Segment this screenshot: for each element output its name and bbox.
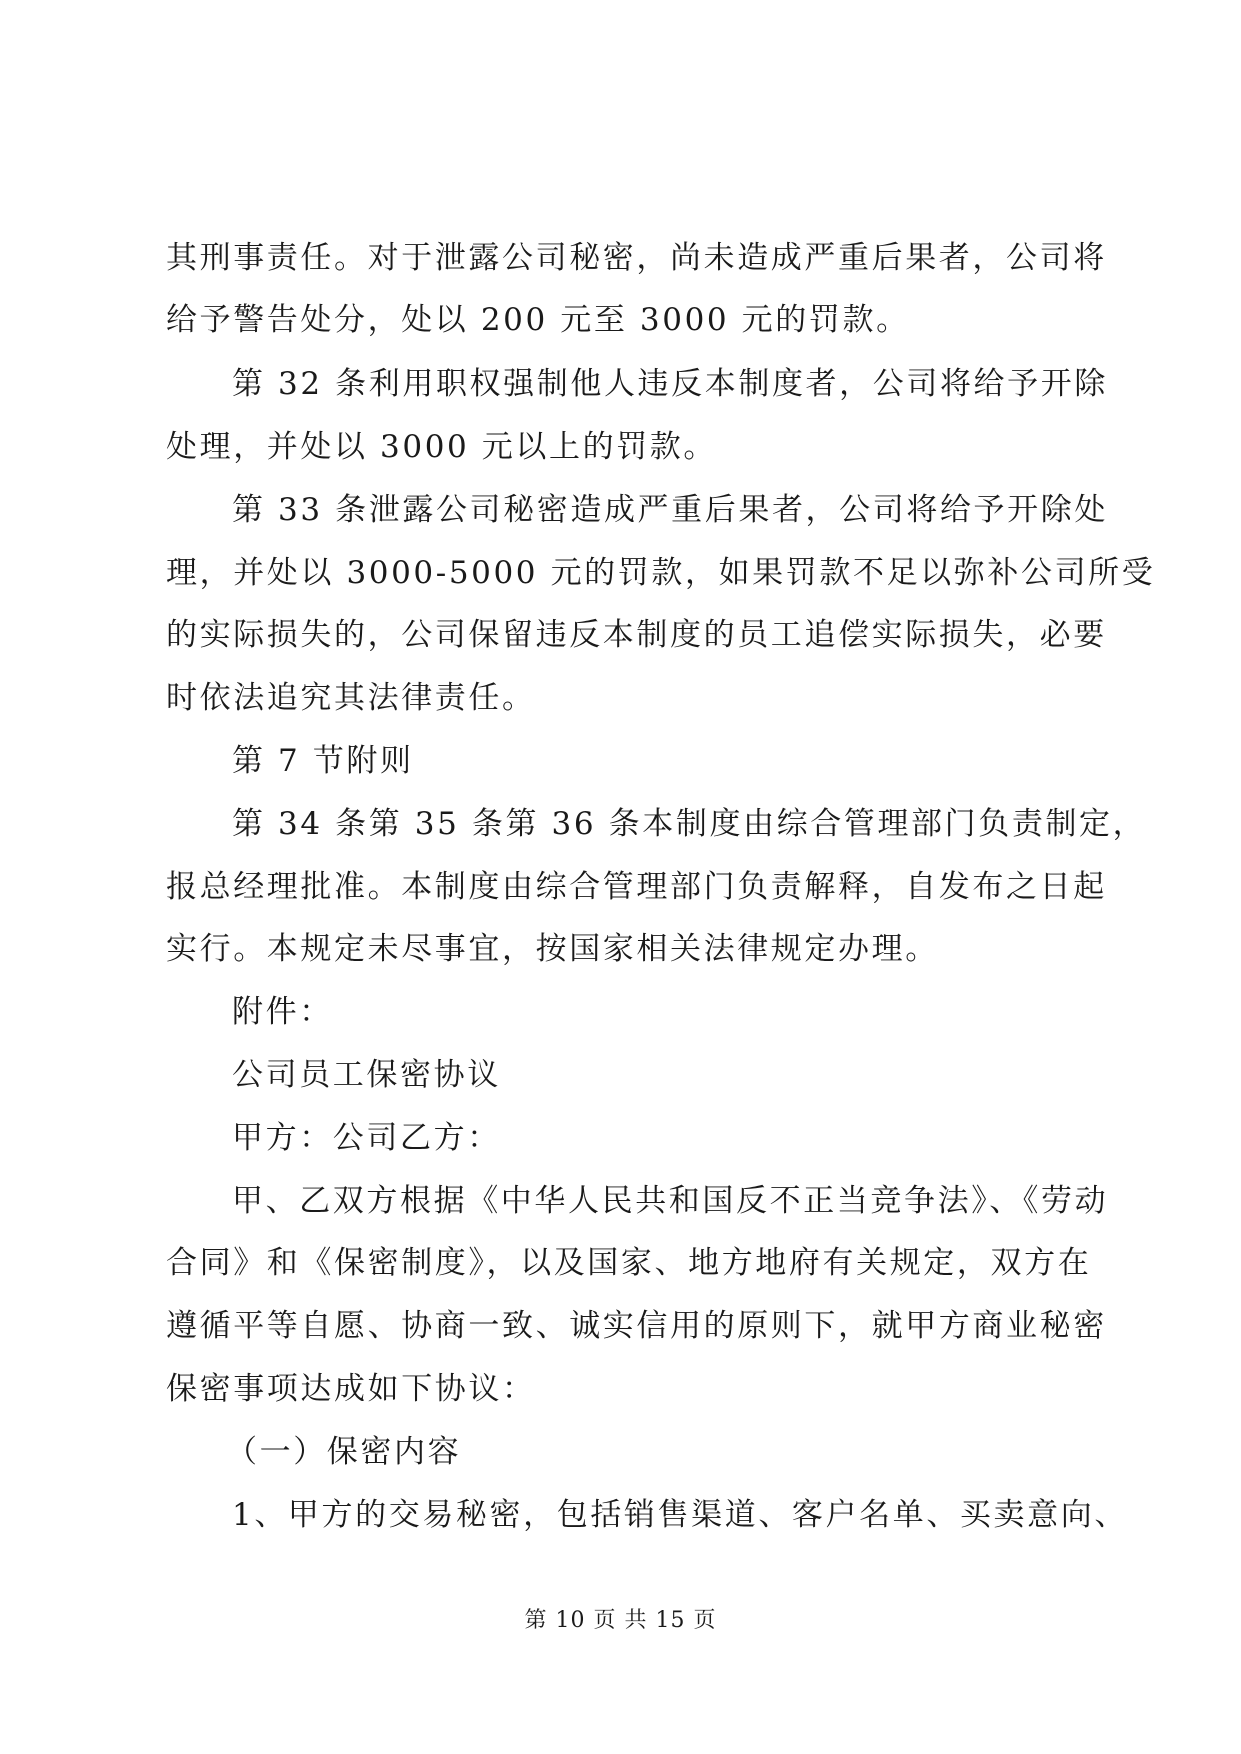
parties-line: 甲方：公司乙方： — [232, 1120, 501, 1156]
body-line: 合同》和《保密制度》，以及国家、地方地府有关规定，双方在 — [166, 1245, 1092, 1281]
body-line: 其刑事责任。对于泄露公司秘密，尚未造成严重后果者，公司将 — [166, 240, 1107, 276]
attachment-label: 附件： — [232, 994, 333, 1030]
body-line: 甲、乙双方根据《中华人民共和国反不正当竞争法》、《劳动 — [232, 1183, 1109, 1219]
body-line: 时依法追究其法律责任。 — [166, 680, 536, 716]
body-line: 处理，并处以 3000 元以上的罚款。 — [166, 429, 717, 465]
body-line: 第 34 条第 35 条第 36 条本制度由综合管理部门负责制定， — [232, 806, 1147, 842]
body-line: 遵循平等自愿、协商一致、诚实信用的原则下，就甲方商业秘密 — [166, 1308, 1107, 1344]
section-heading: 第 7 节附则 — [232, 743, 414, 779]
subsection-heading: （一）保密内容 — [226, 1434, 462, 1470]
body-line: 报总经理批准。本制度由综合管理部门负责解释，自发布之日起 — [166, 869, 1107, 905]
body-line: 1、甲方的交易秘密，包括销售渠道、客户名单、买卖意向、 — [232, 1497, 1128, 1533]
body-line: 实行。本规定未尽事宜，按国家相关法律规定办理。 — [166, 931, 939, 967]
agreement-title: 公司员工保密协议 — [232, 1057, 501, 1093]
body-line: 理，并处以 3000-5000 元的罚款，如果罚款不足以弥补公司所受 — [166, 555, 1156, 591]
body-line: 保密事项达成如下协议： — [166, 1371, 536, 1407]
body-line: 给予警告处分，处以 200 元至 3000 元的罚款。 — [166, 302, 910, 338]
body-line: 第 32 条利用职权强制他人违反本制度者，公司将给予开除 — [232, 366, 1108, 402]
page-number-footer: 第 10 页 共 15 页 — [524, 1608, 717, 1633]
body-line: 的实际损失的，公司保留违反本制度的员工追偿实际损失，必要 — [166, 617, 1107, 653]
body-line: 第 33 条泄露公司秘密造成严重后果者，公司将给予开除处 — [232, 492, 1108, 528]
